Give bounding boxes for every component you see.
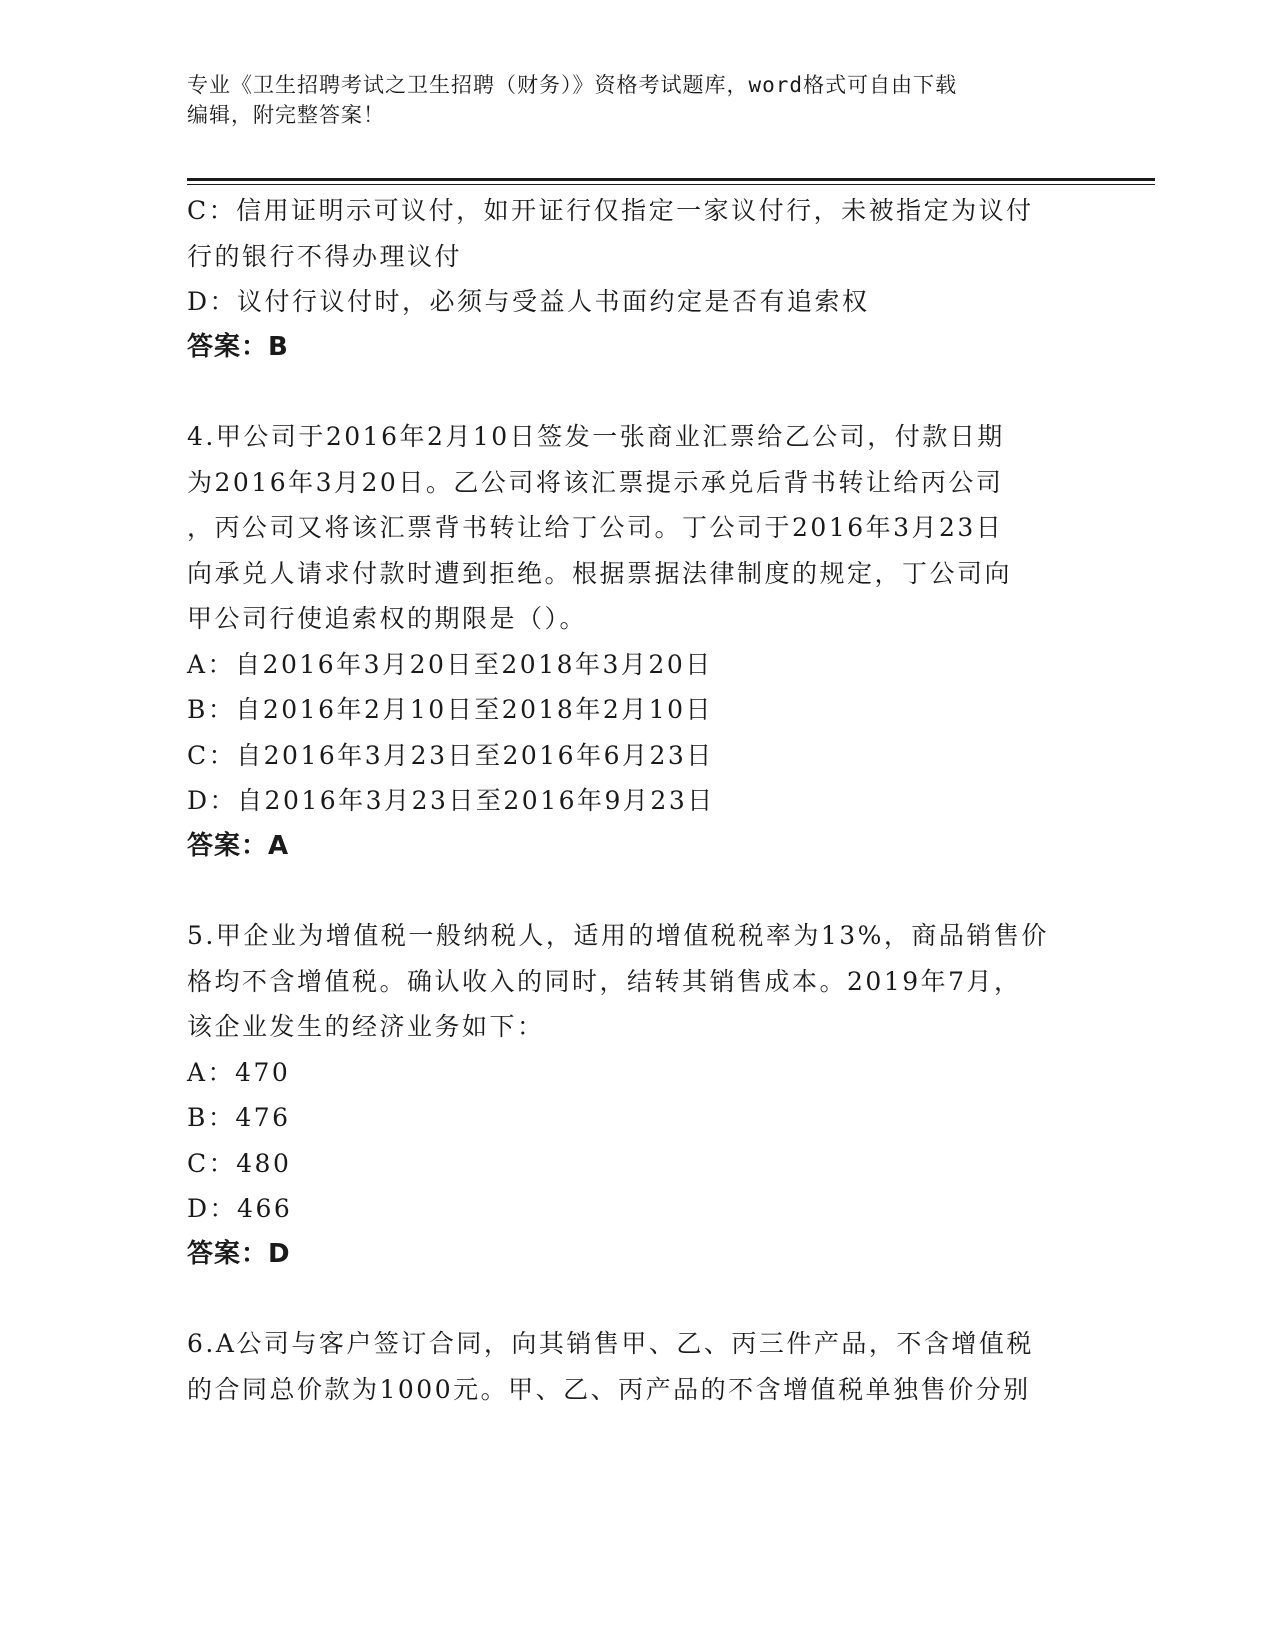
option-b: B：自2016年2月10日至2018年2月10日 xyxy=(187,695,714,724)
question-stem-line: 为2016年3月20日。乙公司将该汇票提示承兑后背书转让给丙公司 xyxy=(187,467,1004,497)
question-5 xyxy=(187,913,1082,1277)
option-c: C：480 xyxy=(187,1148,292,1178)
header-line-1: 专业《卫生招聘考试之卫生招聘（财务）》资格考试题库，word格式可自由下载 xyxy=(187,73,958,97)
question-stem-line: ，丙公司又将该汇票背书转让给丁公司。丁公司于2016年3月23日 xyxy=(187,513,1004,542)
option-c-line-1: C：信用证明示可议付，如开证行仅指定一家议付行，未被指定为议付 xyxy=(187,196,1034,225)
document-header xyxy=(187,70,1087,130)
question-3-tail xyxy=(187,188,1082,370)
section-gap xyxy=(187,1277,1082,1321)
section-gap xyxy=(187,370,1082,414)
question-stem-line: 甲公司行使追索权的期限是（）。 xyxy=(187,604,588,633)
question-stem-line: 该企业发生的经济业务如下： xyxy=(187,1012,545,1041)
answer-line: 答案：D xyxy=(187,1238,291,1269)
option-d: D：自2016年3月23日至2016年9月23日 xyxy=(187,786,715,815)
header-rule-thin xyxy=(187,184,1155,185)
question-6 xyxy=(187,1321,1082,1412)
header-line-2: 编辑，附完整答案！ xyxy=(187,103,385,127)
option-b: B：476 xyxy=(187,1103,291,1132)
option-a: A：470 xyxy=(187,1057,291,1087)
answer-line: 答案：A xyxy=(187,830,290,861)
header-rule-thick xyxy=(187,178,1155,181)
question-stem-line: 向承兑人请求付款时遭到拒绝。根据票据法律制度的规定，丁公司向 xyxy=(187,558,1013,588)
option-d: D：议付行议付时，必须与受益人书面约定是否有追索权 xyxy=(187,287,870,316)
option-d: D：466 xyxy=(187,1194,293,1223)
question-stem-line: 5.甲企业为增值税一般纳税人，适用的增值税税率为13%，商品销售价 xyxy=(187,921,1049,950)
question-4 xyxy=(187,414,1082,869)
section-gap xyxy=(187,869,1082,913)
option-c: C：自2016年3月23日至2016年6月23日 xyxy=(187,740,714,770)
question-stem-line: 的合同总价款为1000元。甲、乙、丙产品的不含增值税单独售价分别 xyxy=(187,1374,1031,1404)
option-c-line-2: 行的银行不得办理议付 xyxy=(187,241,463,271)
option-a: A：自2016年3月20日至2018年3月20日 xyxy=(187,649,713,679)
answer-line: 答案：B xyxy=(187,331,289,362)
document-body xyxy=(187,188,1082,1412)
question-stem-line: 格均不含增值税。确认收入的同时，结转其销售成本。2019年7月， xyxy=(187,966,1022,996)
question-stem-line: 4.甲公司于2016年2月10日签发一张商业汇票给乙公司，付款日期 xyxy=(187,422,1005,451)
question-stem-line: 6.A公司与客户签订合同，向其销售甲、乙、丙三件产品，不含增值税 xyxy=(187,1329,1034,1358)
